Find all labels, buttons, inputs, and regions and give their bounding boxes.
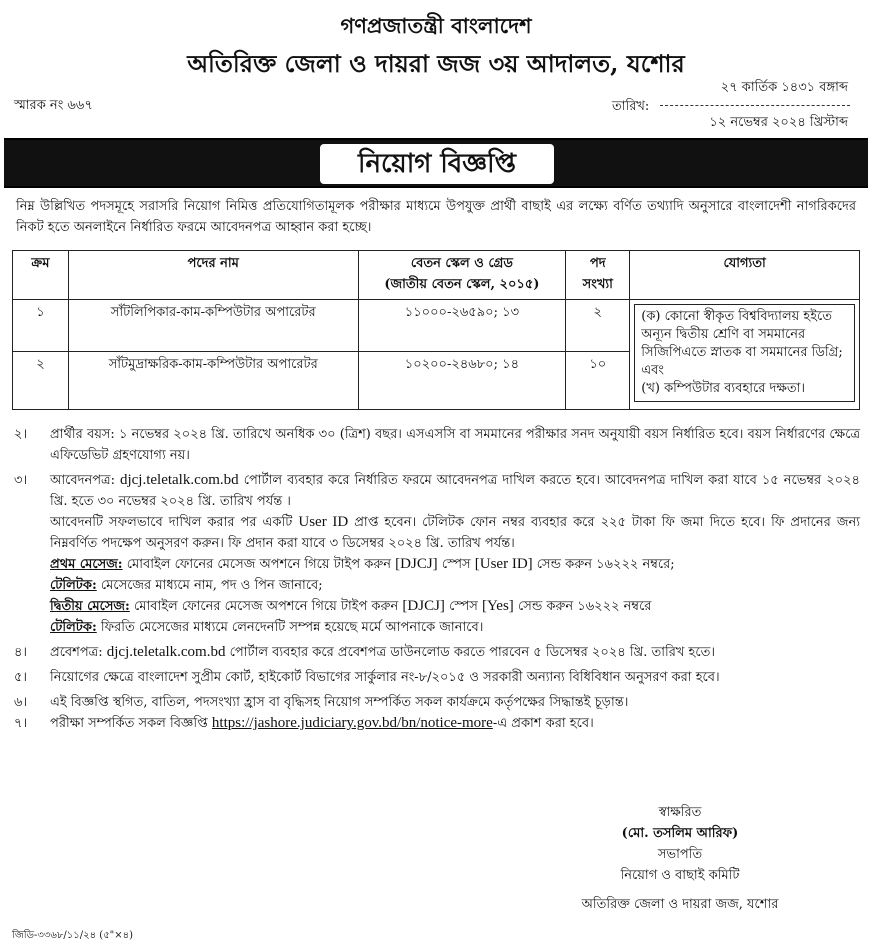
second-message-line xyxy=(50,596,860,617)
qualification-box xyxy=(634,304,855,402)
first-message-text-a: মোবাইল ফোনের মেসেজ অপশনে গিয়ে টাইপ করুন xyxy=(126,557,392,572)
row-count: ১০ xyxy=(566,352,630,410)
second-message-code-b: [Yes] xyxy=(481,598,514,614)
date-label: তারিখ: xyxy=(612,99,650,114)
second-message-code-a: [DJCJ] xyxy=(402,598,445,614)
footer-code: জিডি-৩৩৬৮/১১/২৪ (৫"×৪) xyxy=(12,930,134,941)
signed-label: স্বাক্ষরিত xyxy=(658,805,702,820)
row-serial: ১ xyxy=(13,300,69,352)
second-message-text-c: সেন্ড করুন ১৬২২২ নম্বরে xyxy=(517,599,652,614)
title-banner xyxy=(4,138,868,188)
admit-portal: djcj.teletalk.com.bd xyxy=(106,644,226,660)
list-item xyxy=(14,713,860,734)
item-text xyxy=(50,713,860,734)
item-number: ৪। xyxy=(14,645,28,660)
qualification-cell xyxy=(630,300,860,410)
table-row xyxy=(13,300,860,352)
admit-rest: পোর্টাল ব্যবহার করে প্রবেশপত্র ডাউনলোড করতে পারবেন ৫ ডিসেম্বর ২০২৪ খ্রি. তারিখ হতে। xyxy=(229,645,716,660)
list-item xyxy=(14,667,860,688)
header-scale-line2: (জাতীয় বেতন স্কেল, ২০১৫) xyxy=(384,277,540,292)
first-message-line xyxy=(50,554,860,575)
header-scale xyxy=(358,251,566,300)
item-text: প্রার্থীর বয়স: ১ নভেম্বর ২০২৪ খ্রি. তারিখে অনধিক ৩০ (ত্রিশ) বছর। এসএসসি বা সমমানের পরীক্ষার সনদ অনুযায়ী বয়স নির্ধারিত হবে। বয়স নির্ধারণের ক্ষেত্রে এফিডেভিট গ্রহণযোগ্য নয়। xyxy=(50,427,860,463)
notice-text-b: -এ প্রকাশ করা হবে। xyxy=(492,716,594,731)
intro-paragraph: নিম্ন উল্লিখিত পদসমূহে সরাসরি নিয়োগ নিমিত্ত প্রতিযোগিতামূলক পরীক্ষার মাধ্যমে উপযুক্ত প্রার্থী বাছাই এর লক্ষ্যে বর্ণিত তথ্যাদি অনুসারে বাংলাদেশী নাগরিকদের নিকট হতে অনলাইনে নির্ধারিত ফরমে আবেদনপত্র আহ্বান করা হচ্ছে। xyxy=(16,199,856,235)
application-prefix: আবেদনপত্র: xyxy=(50,473,115,488)
row-serial: ২ xyxy=(13,352,69,410)
qualification-b: (খ) কম্পিউটার ব্যবহারে দক্ষতা। xyxy=(641,381,806,396)
second-message-label: দ্বিতীয় মেসেজ: xyxy=(50,599,130,614)
item-number: ৩। xyxy=(14,473,28,488)
admit-prefix: প্রবেশপত্র: xyxy=(50,645,103,660)
second-reply-label: টেলিটক: xyxy=(50,620,97,635)
first-reply-text: মেসেজের মাধ্যমে নাম, পদ ও পিন জানাবে; xyxy=(100,578,323,593)
item-text xyxy=(50,470,860,512)
notice-items xyxy=(14,424,860,734)
government-heading: গণপ্রজাতন্ত্রী বাংলাদেশ xyxy=(340,13,532,38)
signatory-name: (মো. তসলিম আরিফ) xyxy=(621,826,739,841)
row-post: সাঁটলিপিকার-কাম-কম্পিউটার অপারেটর xyxy=(68,300,358,352)
item-text: এই বিজ্ঞপ্তি স্থগিত, বাতিল, পদসংখ্যা হ্রাস বা বৃদ্ধিসহ নিয়োগ সম্পর্কিত সকল কার্যক্রমে কর্তৃপক্ষের সিদ্ধান্তই চূড়ান্ত। xyxy=(50,695,629,710)
header-scale-line1: বেতন স্কেল ও গ্রেড xyxy=(410,256,513,271)
item-number: ৬। xyxy=(14,695,28,710)
row-post: সাঁটমুদ্রাক্ষরিক-কাম-কম্পিউটার অপারেটর xyxy=(68,352,358,410)
second-reply-text: ফিরতি মেসেজের মাধ্যমে লেনদেনটি সম্পন্ন হয়েছে মর্মে আপনাকে জানাবে। xyxy=(100,620,484,635)
notice-title: নিয়োগ বিজ্ঞপ্তি xyxy=(320,144,554,184)
first-message-code-a: [DJCJ] xyxy=(395,556,438,572)
posts-table xyxy=(12,250,860,410)
list-item xyxy=(14,470,860,512)
row-count: ২ xyxy=(566,300,630,352)
memo-number: স্মারক নং ৬৬৭ xyxy=(14,98,93,113)
header-count-line1: পদ xyxy=(589,256,606,271)
application-rest: পোর্টাল ব্যবহার করে নির্ধারিত ফরমে আবেদনপত্র দাখিল করতে হবে। আবেদনপত্র দাখিল করা যাবে ১৫ নভেম্বর ২০২৪ খ্রি. হতে ৩০ নভেম্বর ২০২৪ খ্রি. তারিখ পর্যন্ত । xyxy=(50,473,860,509)
first-reply-line xyxy=(50,575,860,596)
row-scale: ১১০০০-২৬৫৯০; ১৩ xyxy=(358,300,566,352)
second-message-text-a: মোবাইল ফোনের মেসেজ অপশনে গিয়ে টাইপ করুন xyxy=(133,599,399,614)
qualification-a: (ক) কোনো স্বীকৃত বিশ্ববিদ্যালয় হইতে অন্যূন দ্বিতীয় শ্রেণি বা সমমানের সিজিপিএতে স্নাতক বা সমমানের ডিগ্রি; এবং xyxy=(641,309,843,378)
list-item xyxy=(14,642,860,663)
second-reply-line xyxy=(50,617,860,638)
fee-userid: User ID xyxy=(298,514,349,530)
signatory-role: সভাপতি xyxy=(657,847,703,862)
item-number: ৫। xyxy=(14,670,28,685)
fee-text-a: আবেদনটি সফলভাবে দাখিল করার পর একটি xyxy=(50,515,293,530)
notice-link[interactable]: https://jashore.judiciary.gov.bd/bn/notice-more xyxy=(211,715,493,731)
header-count-line2: সংখ্যা xyxy=(582,277,613,292)
fee-text-b: প্রাপ্ত হবেন। টেলিটক ফোন নম্বর ব্যবহার করে ২২৫ টাকা ফি জমা দিতে হবে। ফি প্রদানের জন্য নিম্নবর্ণিত পদক্ষেপ অনুসরণ করুন। ফি প্রদান করা যাবে ৩ ডিসেম্বর ২০২৪ খ্রি. তারিখ পর্যন্ত। xyxy=(50,515,860,551)
list-item xyxy=(14,424,860,466)
first-message-code-b: [User ID] xyxy=(474,556,533,572)
first-message-text-b: স্পেস xyxy=(441,557,471,572)
item-number: ৭। xyxy=(14,716,28,731)
first-message-text-c: সেন্ড করুন ১৬২২২ নম্বরে; xyxy=(536,557,675,572)
table-header-row xyxy=(13,251,860,300)
item-number: ২। xyxy=(14,427,28,442)
date-gregorian: ১২ নভেম্বর ২০২৪ খ্রিস্টাব্দ xyxy=(709,115,848,130)
header-post: পদের নাম xyxy=(68,251,358,300)
header-serial: ক্রম xyxy=(13,251,69,300)
header-count xyxy=(566,251,630,300)
signatory-committee: নিয়োগ ও বাছাই কমিটি xyxy=(620,868,740,883)
item-text xyxy=(50,642,860,663)
date-divider xyxy=(660,105,850,106)
first-message-label: প্রথম মেসেজ: xyxy=(50,557,123,572)
row-scale: ১০২০০-২৪৬৮০; ১৪ xyxy=(358,352,566,410)
signature-block xyxy=(530,802,830,915)
notice-text-a: পরীক্ষা সম্পর্কিত সকল বিজ্ঞপ্তি xyxy=(50,716,208,731)
list-item xyxy=(14,692,860,713)
court-heading: অতিরিক্ত জেলা ও দায়রা জজ ৩য় আদালত, যশোর xyxy=(187,49,685,78)
fee-paragraph xyxy=(50,512,860,554)
application-portal: djcj.teletalk.com.bd xyxy=(119,472,239,488)
signatory-office: অতিরিক্ত জেলা ও দায়রা জজ, যশোর xyxy=(581,897,779,912)
header-qualification: যোগ্যতা xyxy=(630,251,860,300)
first-reply-label: টেলিটক: xyxy=(50,578,97,593)
second-message-text-b: স্পেস xyxy=(449,599,478,614)
item-text: নিয়োগের ক্ষেত্রে বাংলাদেশ সুপ্রীম কোর্ট, হাইকোর্ট বিভাগের সার্কুলার নং-৮/২০১৫ ও সরকারী অন্যান্য বিধিবিধান অনুসরণ করা হবে। xyxy=(50,670,720,685)
date-bengali: ২৭ কার্তিক ১৪৩১ বঙ্গাব্দ xyxy=(720,80,848,95)
